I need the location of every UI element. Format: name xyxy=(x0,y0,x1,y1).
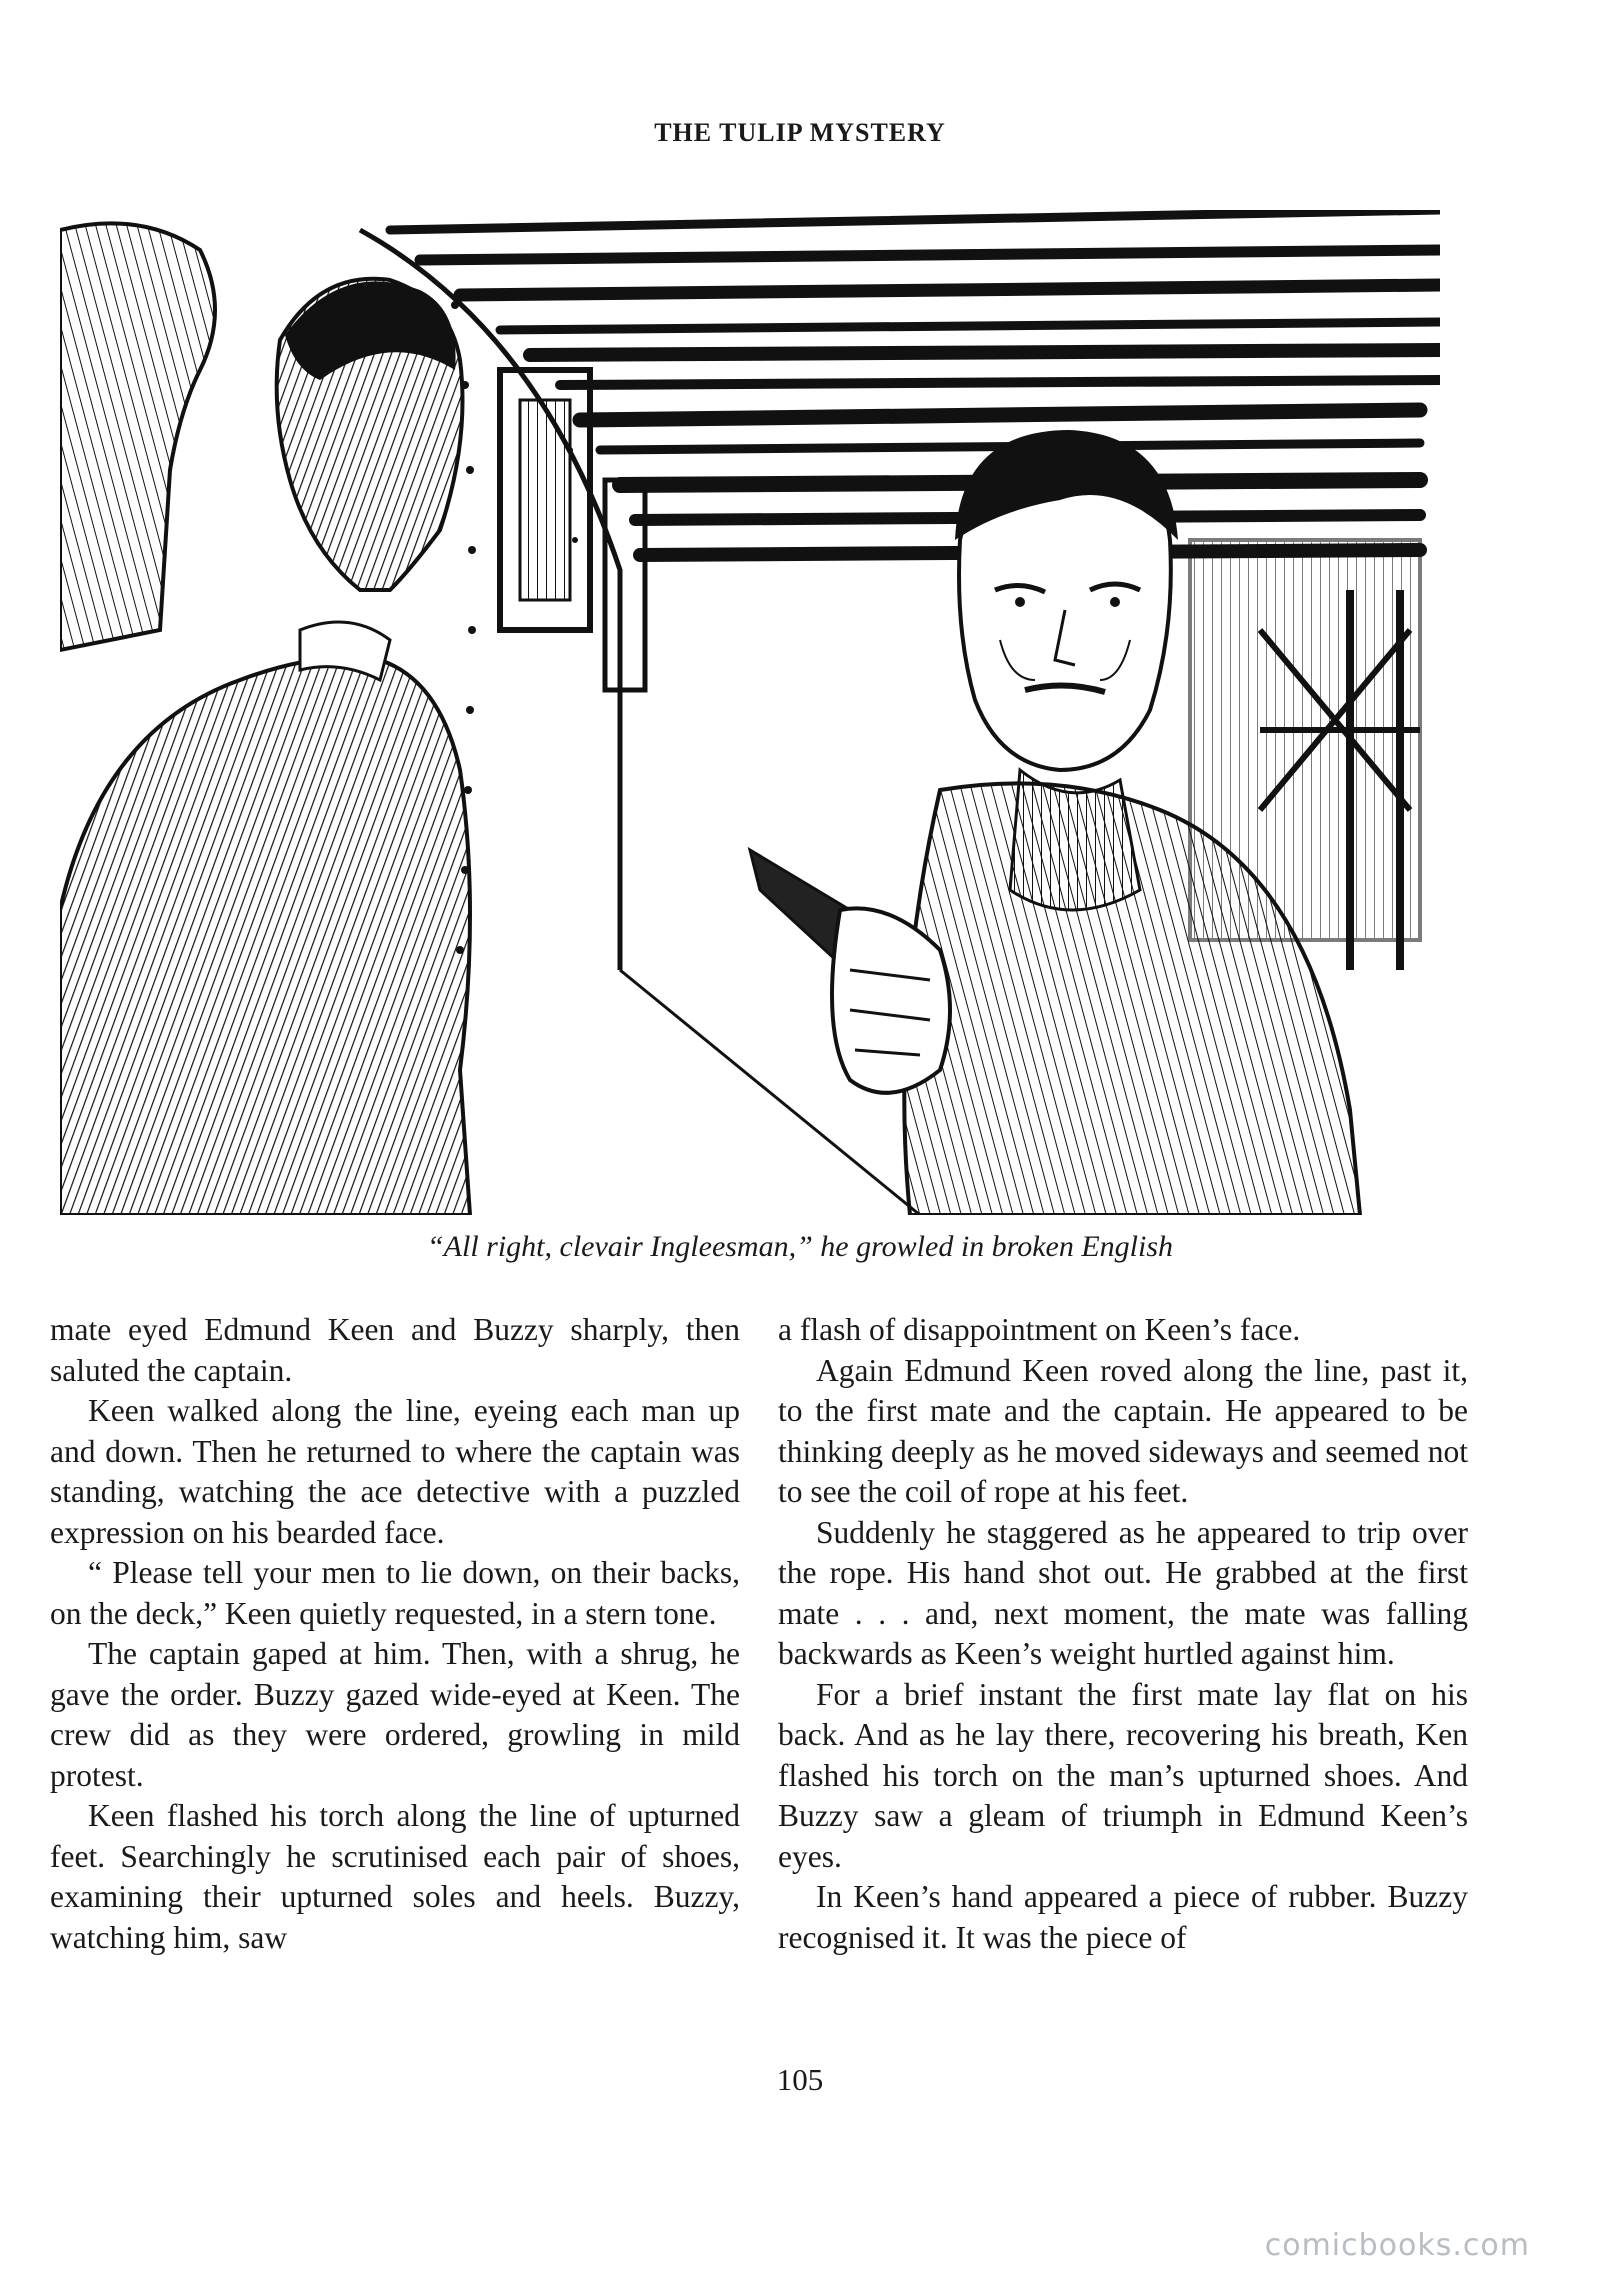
paragraph: Keen walked along the line, eyeing each man up and down. Then he returned to where the captain was standing, watching the ace detective with a puzzled expression on his bearded face. xyxy=(50,1393,740,1550)
paragraph: Suddenly he staggered as he appeared to trip over the rope. His hand shot out. He grabbed at the first mate . . . and, next moment, the mate was falling backwards as Keen’s weight hurtled against him. xyxy=(778,1514,1468,1671)
watermark: comicbooks.com xyxy=(1264,2228,1530,2263)
running-head: THE TULIP MYSTERY xyxy=(654,118,946,147)
page-number: 105 xyxy=(776,2062,824,2097)
illustration-caption: “All right, clevair Ingleesman,” he growled in broken English xyxy=(426,1230,1174,1263)
paragraph: mate eyed Edmund Keen and Buzzy sharply, then saluted the captain. xyxy=(50,1312,740,1388)
paragraph: a flash of disappointment on Keen’s face. xyxy=(778,1312,1301,1347)
illustration-drawing xyxy=(60,210,1440,1215)
text-column-left xyxy=(50,1310,740,1958)
paragraph: For a brief instant the first mate lay flat on his back. And as he lay there, recovering his breath, Ken flashed his torch on the man’s upturned shoes. And Buzzy saw a gleam of triumph in Edmund Keen’s eyes. xyxy=(778,1676,1468,1874)
left-edge-figure xyxy=(60,223,215,650)
text-column-right xyxy=(778,1310,1468,1958)
paragraph: In Keen’s hand appeared a piece of rubber. Buzzy recognised it. It was the piece of xyxy=(778,1879,1468,1955)
paragraph: Keen flashed his torch along the line of upturned feet. Searchingly he scrutinised each pair of shoes, examining their upturned soles and heels. Buzzy, watching him, saw xyxy=(50,1798,740,1955)
paragraph: “ Please tell your men to lie down, on their backs, on the deck,” Keen quietly requested, in a stern tone. xyxy=(50,1555,740,1631)
paragraph: Again Edmund Keen roved along the line, past it, to the first mate and the captain. He appeared to be thinking deeply as he moved sideways and seemed not to see the coil of rope at his feet. xyxy=(778,1352,1468,1509)
paragraph: The captain gaped at him. Then, with a shrug, he gave the order. Buzzy gazed wide-eyed at Keen. The crew did as they were ordered, growling in mild protest. xyxy=(50,1636,740,1793)
illustration-image xyxy=(60,210,1440,1215)
